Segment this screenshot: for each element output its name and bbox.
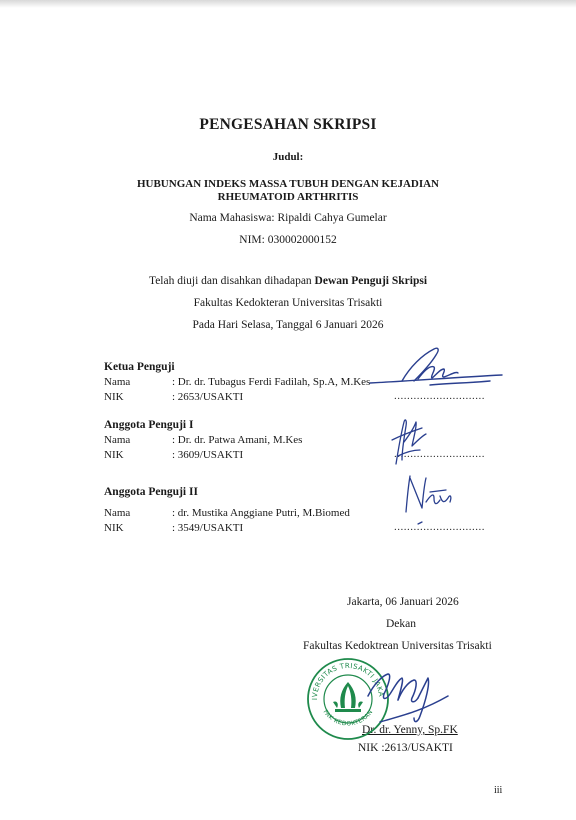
examiner-chair-nik: : 2653/USAKTI <box>172 391 244 403</box>
examiner-member-1-nik-label: NIK <box>104 449 124 461</box>
scan-edge <box>0 0 576 8</box>
signature-member-2-image <box>400 472 460 532</box>
stamp-text-top: UNIVERSITAS TRISAKTI JAKARTA <box>302 650 385 701</box>
dean-nik: NIK :2613/USAKTI <box>358 742 453 754</box>
examiner-member-1-nama: : Dr. dr. Patwa Amani, M.Kes <box>172 434 303 446</box>
dean-faculty: Fakultas Kedoktrean Universitas Trisakti <box>303 640 492 652</box>
examiner-member-2-nik-label: NIK <box>104 522 124 534</box>
examining-board: Dewan Penguji Skripsi <box>314 275 428 287</box>
thesis-title <box>0 178 576 204</box>
tested-statement <box>0 275 576 287</box>
student-nim: NIM: 030002000152 <box>239 234 337 246</box>
examiner-role-member-2: Anggota Penguji II <box>104 486 198 498</box>
faculty-name: Fakultas Kedokteran Universitas Trisakti <box>193 297 383 309</box>
examiner-member-2-nama-label: Nama <box>104 507 131 519</box>
signature-member-1-image <box>386 412 436 472</box>
examiner-chair-nama: : Dr. dr. Tubagus Ferdi Fadilah, Sp.A, M.Kes <box>172 376 371 388</box>
examiner-member-2-nik: : 3549/USAKTI <box>172 522 244 534</box>
examiner-role-member-1: Anggota Penguji I <box>104 419 194 431</box>
signature-line-member-1: ............................ <box>394 448 485 460</box>
student-name: Nama Mahasiswa: Ripaldi Cahya Gumelar <box>189 212 387 224</box>
examiner-role-chair: Ketua Penguji <box>104 361 175 373</box>
exam-date: Pada Hari Selasa, Tanggal 6 Januari 2026 <box>192 319 384 331</box>
thesis-title-line-1: HUBUNGAN INDEKS MASSA TUBUH DENGAN KEJADIAN <box>136 178 440 190</box>
thesis-title-line-2: RHEUMATOID ARTHRITIS <box>217 191 359 203</box>
page-title: PENGESAHAN SKRIPSI <box>199 116 377 133</box>
dean-name: Dr. dr. Yenny, Sp.FK <box>362 724 458 736</box>
signature-dean-image <box>360 660 470 740</box>
signature-line-member-2: ............................ <box>394 521 485 533</box>
place-date: Jakarta, 06 Januari 2026 <box>347 596 459 608</box>
tested-prefix: Telah diuji dan disahkan dihadapan <box>148 275 315 287</box>
examiner-member-2-nama: : dr. Mustika Anggiane Putri, M.Biomed <box>172 507 350 519</box>
examiner-member-1-nama-label: Nama <box>104 434 131 446</box>
signature-line-chair: ............................ <box>394 390 485 402</box>
judul-label: Judul: <box>272 151 304 163</box>
examiner-chair-nik-label: NIK <box>104 391 124 403</box>
dean-label: Dekan <box>386 618 417 630</box>
examiner-member-1-nik: : 3609/USAKTI <box>172 449 244 461</box>
signature-chair-image <box>330 345 510 395</box>
examiner-chair-nama-label: Nama <box>104 376 131 388</box>
page-number: iii <box>494 785 503 796</box>
stamp-text-bottom: FAK KEDOKTERAN <box>321 708 375 728</box>
